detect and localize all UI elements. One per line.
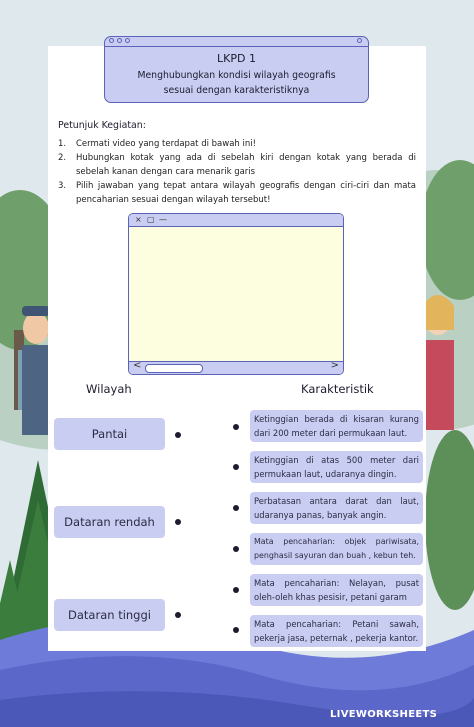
instruction-number: 1. bbox=[58, 139, 67, 149]
characteristic-box[interactable]: Ketinggian di atas 500 meter dari permukaan laut, udaranya dingin. bbox=[250, 451, 423, 483]
instruction-number: 3. bbox=[58, 181, 67, 191]
window-dot-icon bbox=[117, 38, 122, 43]
right-connector-dot[interactable] bbox=[233, 627, 239, 633]
instruction-item bbox=[58, 151, 416, 179]
region-box-dataran-rendah[interactable]: Dataran rendah bbox=[54, 506, 165, 538]
left-connector-dot[interactable] bbox=[175, 612, 181, 618]
right-connector-dot[interactable] bbox=[233, 464, 239, 470]
window-dot-icon bbox=[357, 38, 362, 43]
instructions-heading: Petunjuk Kegiatan: bbox=[58, 120, 146, 131]
title-box bbox=[104, 36, 369, 103]
characteristic-box[interactable]: Ketinggian berada di kisaran kurang dari 200 meter dari permukaan laut. bbox=[250, 410, 423, 442]
characteristic-box[interactable]: Mata pencaharian: Petani sawah, pekerja jasa, peternak , pekerja kantor. bbox=[250, 615, 423, 647]
characteristic-box[interactable]: Mata pencaharian: Nelayan, pusat oleh-oleh khas pesisir, petani garam bbox=[250, 574, 423, 606]
instruction-text: Hubungkan kotak yang ada di sebelah kiri dengan kotak yang berada di sebelah kanan dengan cara menarik garis bbox=[76, 153, 416, 177]
worksheet-subtitle-line2: sesuai dengan karakteristiknya bbox=[163, 85, 310, 96]
region-box-dataran-tinggi[interactable]: Dataran tinggi bbox=[54, 599, 165, 631]
left-connector-dot[interactable] bbox=[175, 432, 181, 438]
characteristic-box[interactable]: Perbatasan antara darat dan laut, udaranya panas, banyak angin. bbox=[250, 492, 423, 524]
worksheet-subtitle-line1: Menghubungkan kondisi wilayah geografis bbox=[137, 70, 336, 81]
worksheet-title: LKPD 1 bbox=[217, 52, 256, 65]
title-window-bar bbox=[105, 37, 368, 47]
close-icon[interactable]: × bbox=[135, 215, 142, 224]
scroll-right-icon[interactable]: > bbox=[330, 360, 339, 371]
left-connector-dot[interactable] bbox=[175, 519, 181, 525]
wilayah-column-header: Wilayah bbox=[86, 382, 132, 396]
video-player[interactable] bbox=[128, 213, 344, 375]
instruction-text: Cermati video yang terdapat di bawah ini! bbox=[76, 139, 257, 149]
right-connector-dot[interactable] bbox=[233, 546, 239, 552]
right-connector-dot[interactable] bbox=[233, 587, 239, 593]
maximize-icon[interactable]: ▢ bbox=[147, 215, 155, 224]
window-dot-icon bbox=[125, 38, 130, 43]
scroll-thumb[interactable] bbox=[145, 364, 203, 373]
window-dot-icon bbox=[109, 38, 114, 43]
minimize-icon[interactable]: — bbox=[159, 215, 167, 224]
region-box-pantai[interactable]: Pantai bbox=[54, 418, 165, 450]
scroll-left-icon[interactable]: < bbox=[133, 360, 142, 371]
characteristic-box[interactable]: Mata pencaharian: objek pariwisata, penghasil sayuran dan buah , kebun teh. bbox=[250, 533, 423, 565]
video-title-bar bbox=[129, 214, 343, 227]
instruction-item bbox=[58, 179, 416, 207]
right-connector-dot[interactable] bbox=[233, 505, 239, 511]
video-scrollbar[interactable] bbox=[129, 361, 343, 374]
right-connector-dot[interactable] bbox=[233, 424, 239, 430]
instruction-number: 2. bbox=[58, 153, 67, 163]
liveworksheets-logo: LIVEWORKSHEETS bbox=[330, 709, 438, 720]
instruction-item bbox=[58, 137, 416, 151]
karakteristik-column-header: Karakteristik bbox=[301, 382, 374, 396]
instruction-text: Pilih jawaban yang tepat antara wilayah geografis dengan ciri-ciri dan mata pencaharian sesuai dengan wilayah tersebut! bbox=[76, 181, 416, 205]
instructions-list bbox=[58, 137, 416, 207]
